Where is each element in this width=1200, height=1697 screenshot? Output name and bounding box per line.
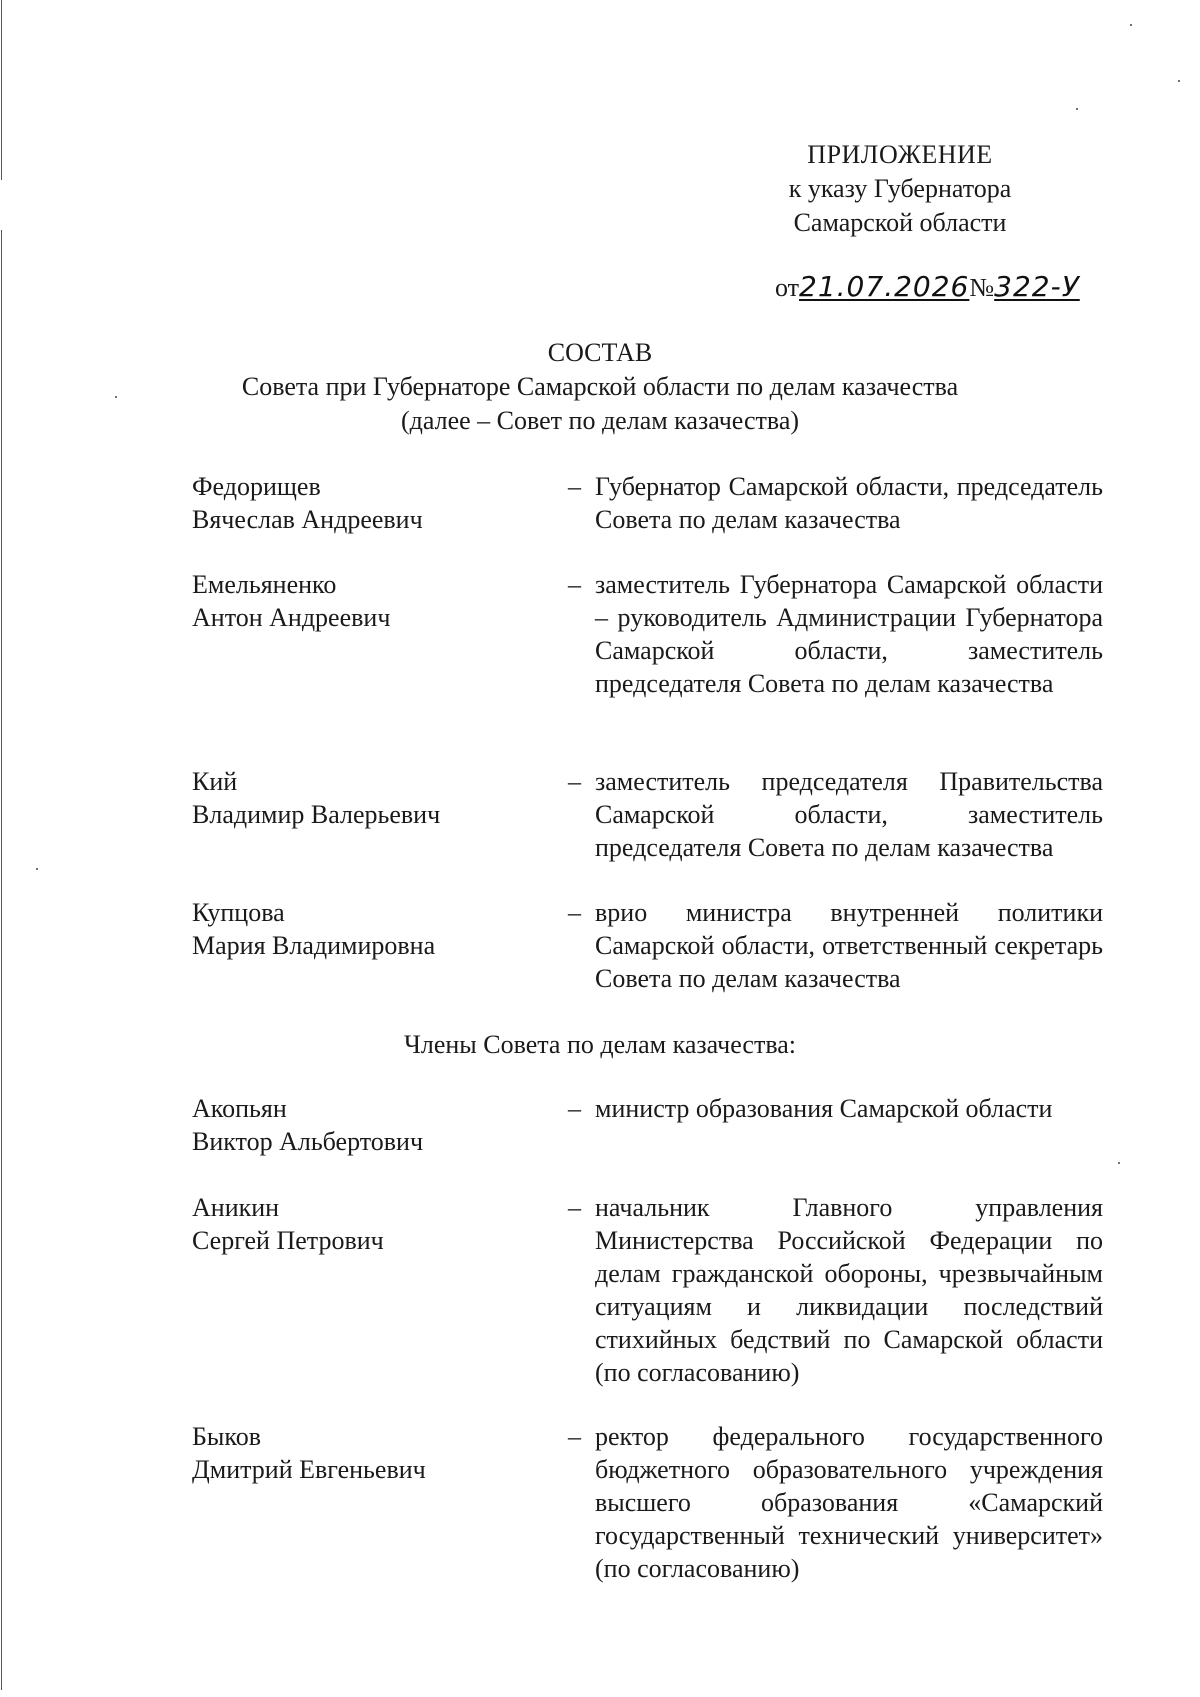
person-role: заместитель председателя Правительства Самарской области, заместитель председателя Совета по делам казачества bbox=[595, 767, 1103, 862]
scan-edge-line bbox=[1, 0, 2, 180]
person-surname: Кий bbox=[192, 767, 238, 796]
scan-speck bbox=[1076, 108, 1078, 110]
separator-dash: – bbox=[568, 570, 581, 599]
separator-dash: – bbox=[568, 1193, 581, 1222]
person-given-name: Вячеслав Андреевич bbox=[192, 505, 423, 534]
person-name bbox=[192, 470, 532, 536]
scan-edge-line bbox=[1, 230, 2, 1690]
composition-title: СОСТАВ bbox=[547, 338, 653, 367]
scan-speck bbox=[1118, 1162, 1120, 1164]
separator-dash: – bbox=[568, 898, 581, 927]
separator-dash: – bbox=[568, 1094, 581, 1123]
person-surname: Купцова bbox=[192, 898, 285, 927]
person-given-name: Владимир Валерьевич bbox=[192, 800, 441, 829]
person-surname: Емельяненко bbox=[192, 570, 337, 599]
person-name bbox=[192, 1420, 532, 1486]
person-role: Губернатор Самарской области, председатель Совета по делам казачества bbox=[595, 472, 1103, 534]
decree-number: 322-У bbox=[994, 270, 1080, 303]
scan-speck bbox=[1178, 80, 1180, 82]
decree-date-line bbox=[775, 270, 1080, 305]
person-given-name: Сергей Петрович bbox=[192, 1226, 384, 1255]
separator-dash: – bbox=[568, 472, 581, 501]
person-role: начальник Главного управления Министерства Российской Федерации по делам гражданской обороны, чрезвычайным ситуациям и ликвидации последствий стихийных бедствий по Самарской области (по согласованию) bbox=[595, 1193, 1103, 1387]
person-surname: Аникин bbox=[192, 1193, 280, 1222]
person-name bbox=[192, 1191, 532, 1257]
person-role: врио министра внутренней политики Самарской области, ответственный секретарь Совета по делам казачества bbox=[595, 898, 1103, 993]
appendix-block bbox=[740, 138, 1060, 240]
person-surname: Быков bbox=[192, 1422, 261, 1451]
person-given-name: Дмитрий Евгеньевич bbox=[192, 1455, 426, 1484]
composition-subtitle-2: (далее – Совет по делам казачества) bbox=[400, 406, 800, 435]
members-heading: Члены Совета по делам казачества: bbox=[403, 1030, 797, 1059]
decree-date: 21.07.2026 bbox=[799, 270, 970, 303]
separator-dash: – bbox=[568, 767, 581, 796]
person-given-name: Мария Владимировна bbox=[192, 931, 436, 960]
decree-prefix: от bbox=[775, 273, 800, 302]
person-role: заместитель Губернатора Самарской области – руководитель Администрации Губернатора Самарской области, заместитель председателя Совета по делам казачества bbox=[595, 570, 1103, 698]
person-name bbox=[192, 765, 532, 831]
composition-heading bbox=[0, 336, 1200, 438]
appendix-line-2: Самарской области bbox=[793, 208, 1007, 237]
composition-subtitle: Совета при Губернаторе Самарской области по делам казачества bbox=[241, 372, 959, 401]
person-name bbox=[192, 896, 532, 962]
person-given-name: Виктор Альбертович bbox=[192, 1127, 424, 1156]
scan-speck bbox=[36, 868, 38, 870]
person-role: ректор федерального государственного бюджетного образовательного учреждения высшего образования «Самарский государственный технический университет» (по согласованию) bbox=[595, 1422, 1103, 1583]
person-surname: Федорищев bbox=[192, 472, 321, 501]
person-name bbox=[192, 1092, 532, 1158]
person-given-name: Антон Андреевич bbox=[192, 603, 391, 632]
appendix-line-1: к указу Губернатора bbox=[788, 174, 1012, 203]
appendix-title: ПРИЛОЖЕНИЕ bbox=[807, 140, 993, 169]
person-name bbox=[192, 568, 532, 634]
separator-dash: – bbox=[568, 1422, 581, 1451]
person-surname: Акопьян bbox=[192, 1094, 287, 1123]
person-role: министр образования Самарской области bbox=[595, 1094, 1053, 1123]
decree-number-sign: № bbox=[969, 273, 995, 302]
scan-speck bbox=[1130, 24, 1132, 26]
